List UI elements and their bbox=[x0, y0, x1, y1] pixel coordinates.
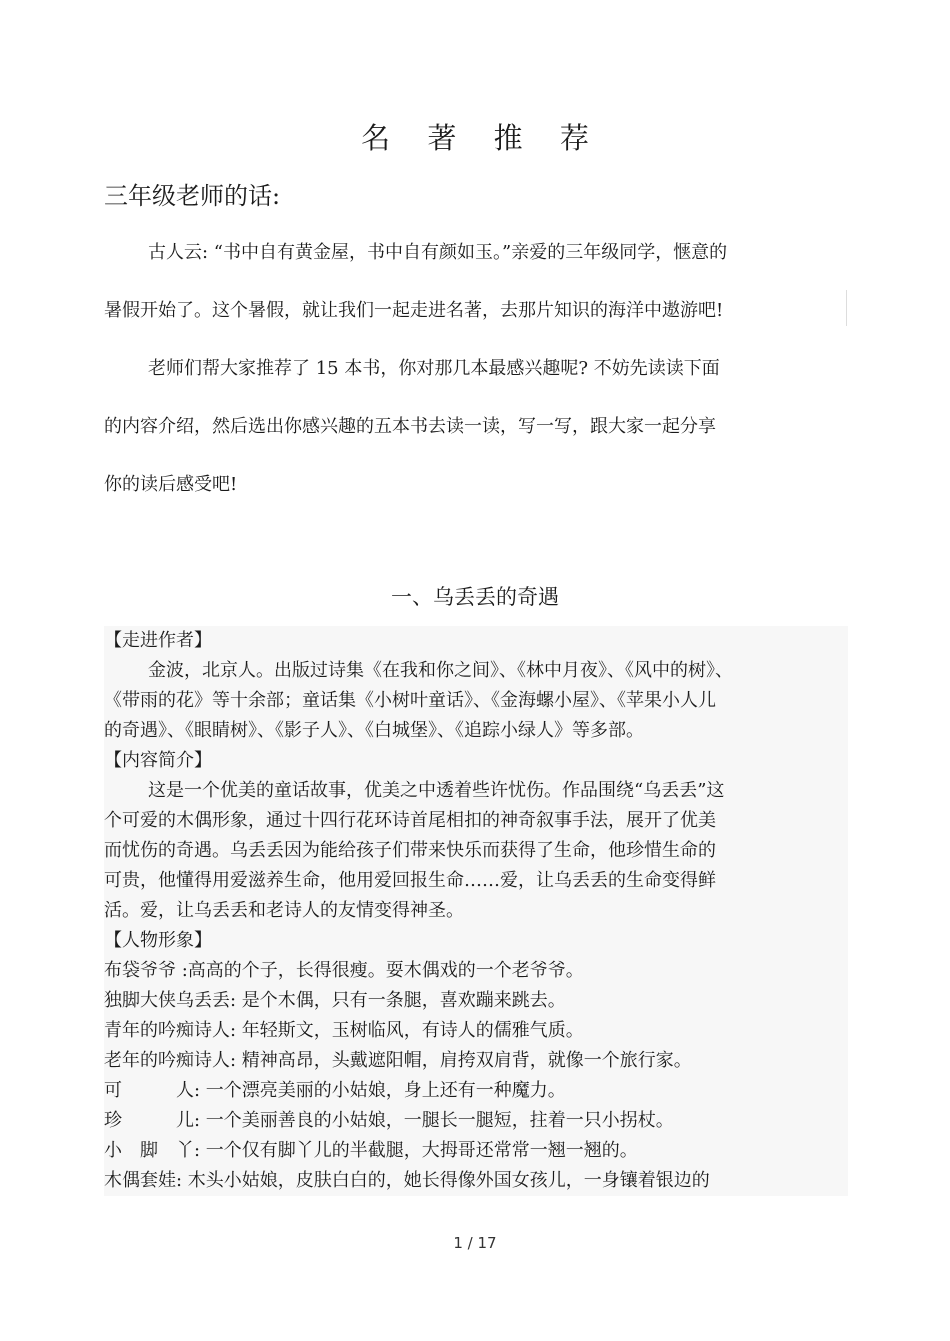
character-item: 老年的吟痴诗人: 精神高昂，头戴遮阳帽，肩挎双肩背，就像一个旅行家。 bbox=[104, 1050, 692, 1071]
characters-label: 【人物形象】 bbox=[104, 930, 212, 951]
author-label: 【走进作者】 bbox=[104, 630, 212, 651]
intro-paragraph-line: 老师们帮大家推荐了 15 本书，你对那几本最感兴趣呢? 不妨先读读下面 bbox=[148, 358, 720, 379]
character-item: 珍 儿: 一个美丽善良的小姑娘，一腿长一腿短，拄着一只小拐杖。 bbox=[104, 1110, 674, 1131]
author-text-line: 金波，北京人。出版过诗集《在我和你之间》、《林中月夜》、《风中的树》、 bbox=[148, 660, 733, 681]
character-item: 布袋爷爷 :高高的个子，长得很瘦。耍木偶戏的一个老爷爷。 bbox=[104, 960, 584, 981]
character-item: 独脚大侠乌丢丢: 是个木偶，只有一条腿，喜欢蹦来跳去。 bbox=[104, 990, 566, 1011]
character-item: 小 脚 丫: 一个仅有脚丫儿的半截腿，大拇哥还常常一翘一翘的。 bbox=[104, 1140, 638, 1161]
characters-section bbox=[104, 926, 848, 1196]
intro-paragraph-line: 古人云: “书中自有黄金屋，书中自有颜如玉。”亲爱的三年级同学，惬意的 bbox=[148, 242, 728, 263]
summary-text-line: 而忧伤的奇遇。乌丢丢因为能给孩子们带来快乐而获得了生命，他珍惜生命的 bbox=[104, 840, 716, 861]
character-item: 木偶套娃: 木头小姑娘，皮肤白白的，她长得像外国女孩儿，一身镶着银边的 bbox=[104, 1170, 710, 1191]
intro-paragraph-line: 暑假开始了。这个暑假，就让我们一起走进名著，去那片知识的海洋中遨游吧! bbox=[104, 300, 724, 321]
summary-text-line: 个可爱的木偶形象，通过十四行花环诗首尾相扣的神奇叙事手法，展开了优美 bbox=[104, 810, 716, 831]
intro-paragraph-line: 的内容介绍，然后选出你感兴趣的五本书去读一读，写一写，跟大家一起分享 bbox=[104, 416, 716, 437]
section-heading: 一、乌丢丢的奇遇 bbox=[391, 585, 559, 609]
author-text-line: 的奇遇》、《眼睛树》、《影子人》、《白城堡》、《追踪小绿人》等多部。 bbox=[104, 720, 644, 741]
summary-text-line: 这是一个优美的童话故事，优美之中透着些许忧伤。作品围绕“乌丢丢”这 bbox=[148, 780, 725, 801]
teacher-heading: 三年级老师的话: bbox=[104, 182, 281, 210]
page-number: 1 / 17 bbox=[453, 1234, 497, 1252]
author-section bbox=[104, 626, 848, 746]
summary-text-line: 可贵，他懂得用爱滋养生命，他用爱回报生命……爱，让乌丢丢的生命变得鲜 bbox=[104, 870, 716, 891]
summary-text-line: 活。爱，让乌丢丢和老诗人的友情变得神圣。 bbox=[104, 900, 464, 921]
author-text-line: 《带雨的花》等十余部；童话集《小树叶童话》、《金海螺小屋》、《苹果小人儿 bbox=[104, 690, 716, 711]
page-title: 名 著 推 荐 bbox=[361, 121, 603, 155]
summary-section bbox=[104, 746, 848, 926]
character-item: 青年的吟痴诗人: 年轻斯文，玉树临风，有诗人的儒雅气质。 bbox=[104, 1020, 584, 1041]
intro-paragraph-line: 你的读后感受吧! bbox=[104, 474, 238, 495]
character-item: 可 人: 一个漂亮美丽的小姑娘，身上还有一种魔力。 bbox=[104, 1080, 566, 1101]
text-cursor-divider bbox=[846, 290, 847, 326]
summary-label: 【内容简介】 bbox=[104, 750, 212, 771]
